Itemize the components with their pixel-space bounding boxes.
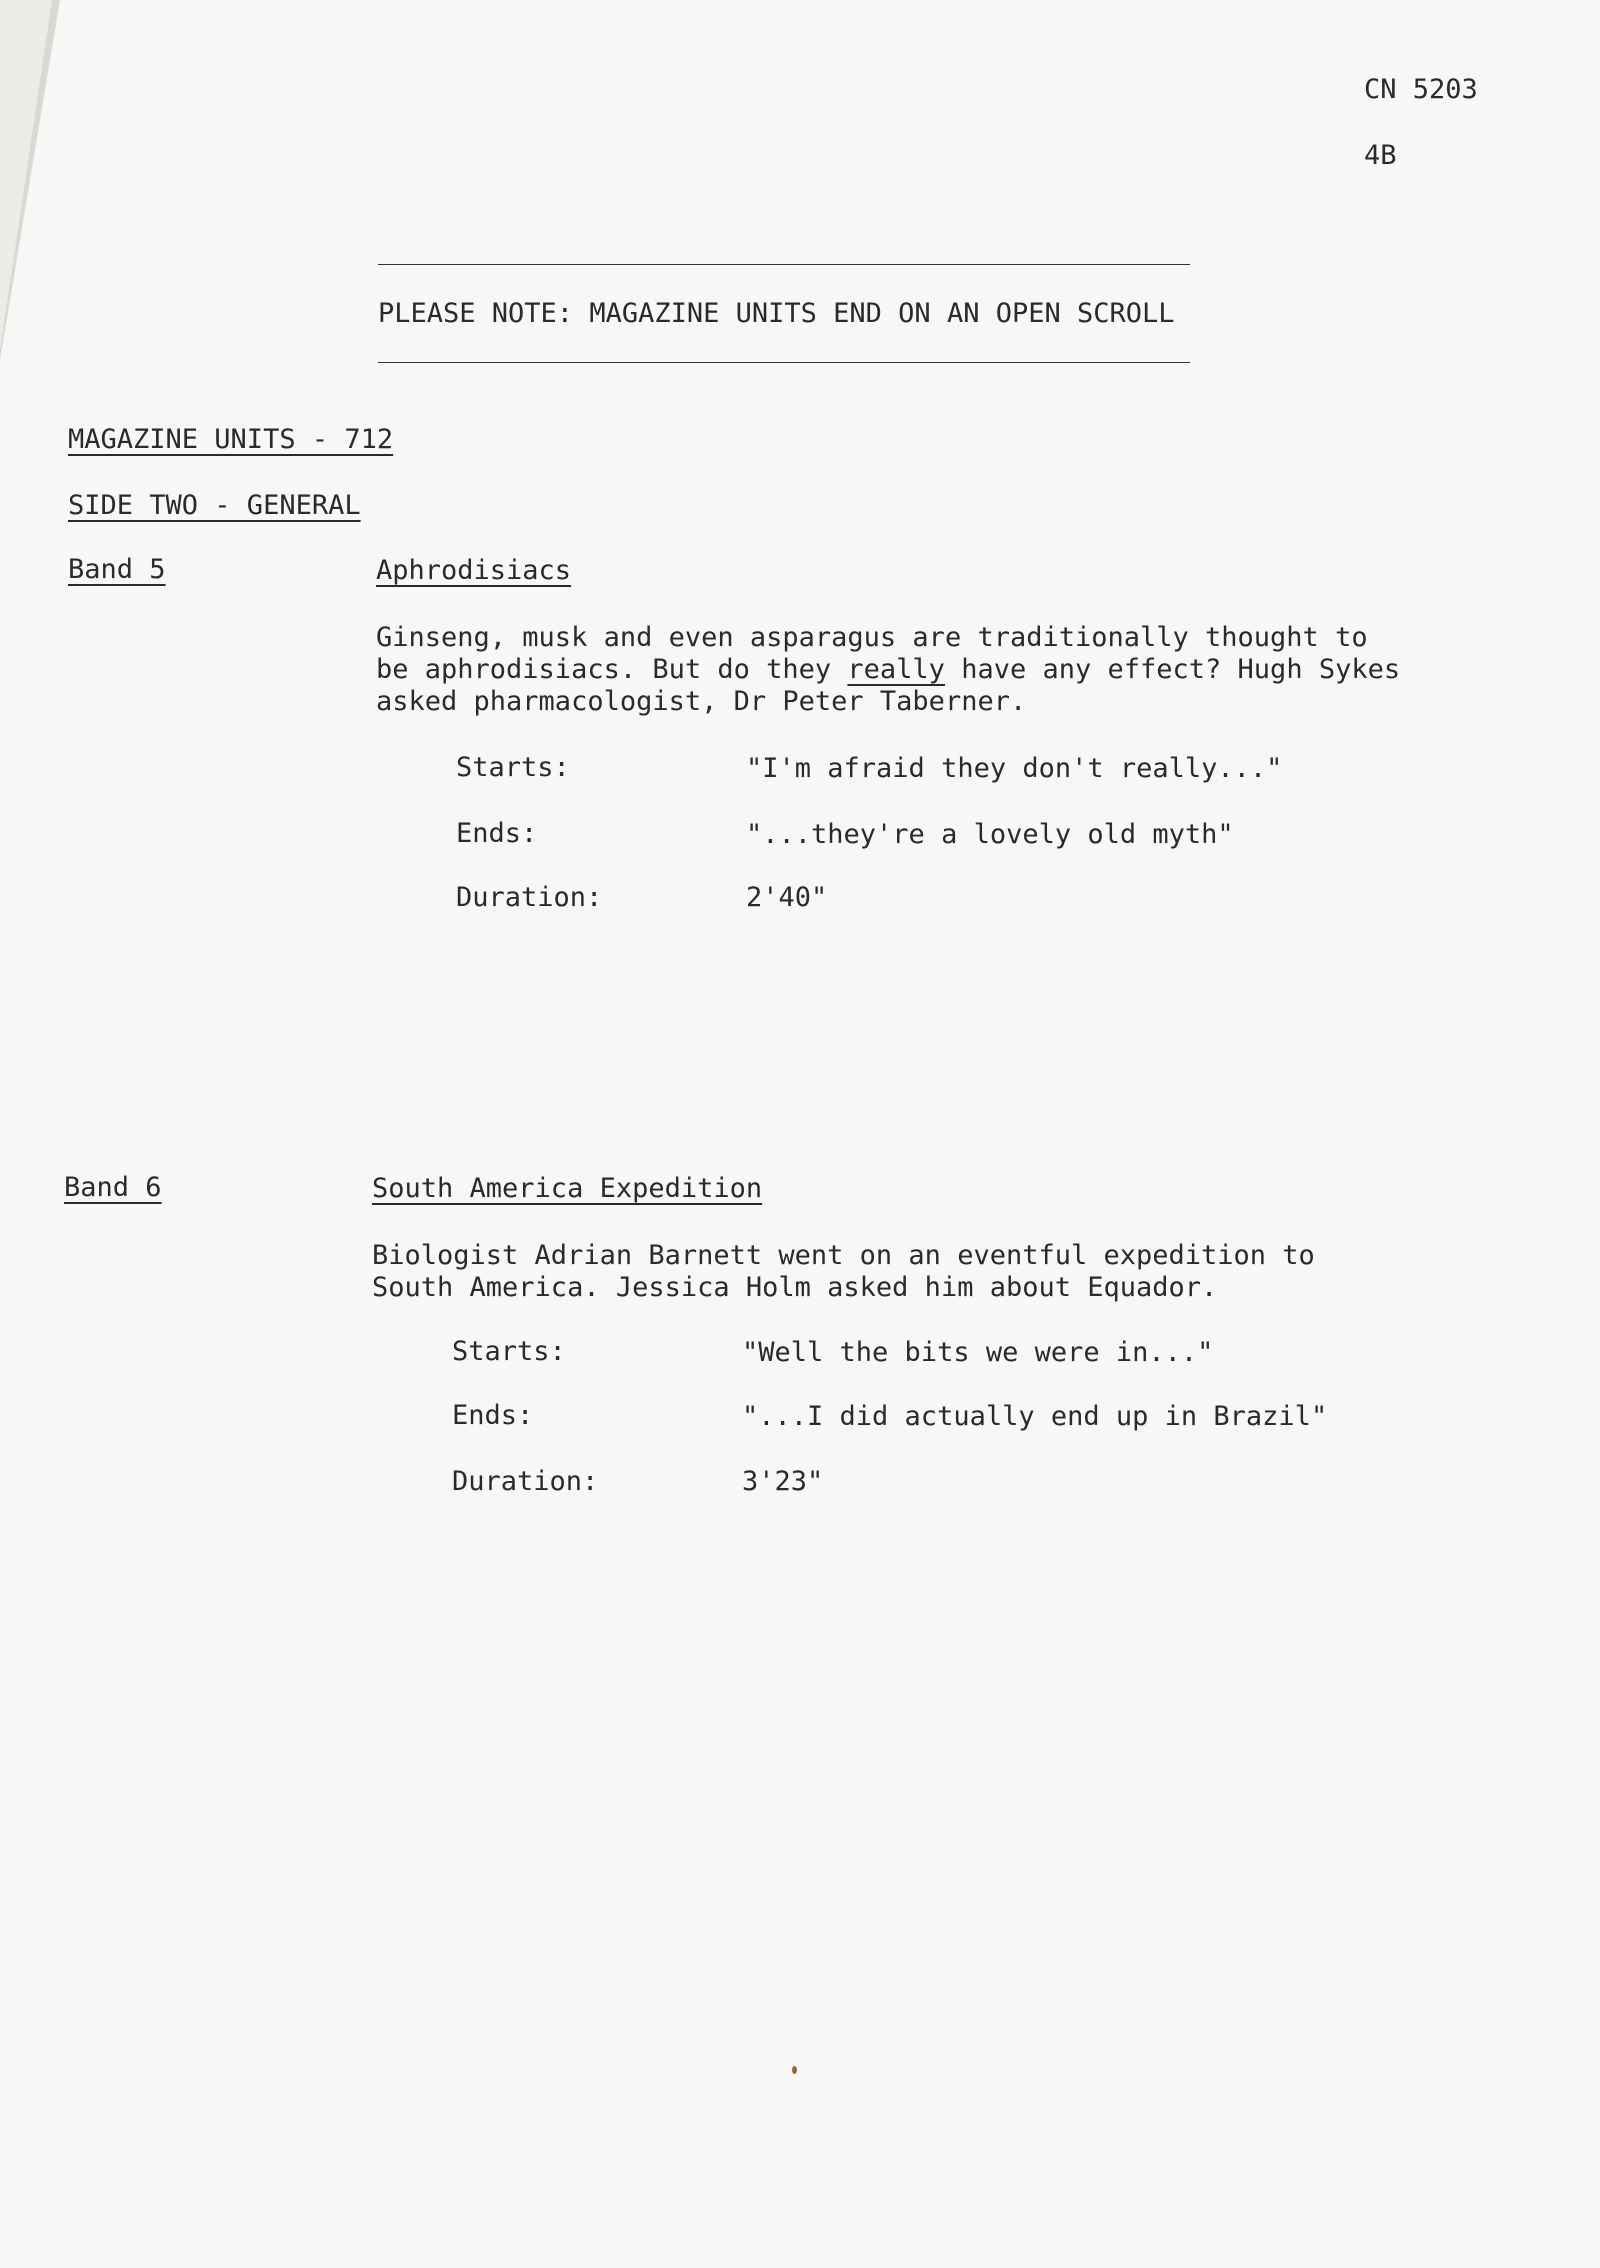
notice-bottom-rule (378, 362, 1190, 363)
band-6-desc-line-1: Biologist Adrian Barnett went on an eventful expedition to (372, 1240, 1315, 1271)
band-5-starts-label: Starts: (456, 752, 570, 783)
band-6-description (372, 1240, 1315, 1304)
band-6-ends-value: "...I did actually end up in Brazil" (742, 1401, 1328, 1432)
band-5-duration-value: 2'40" (746, 882, 828, 913)
band-6-desc-line-2: South America. Jessica Holm asked him about Equador. (372, 1272, 1218, 1303)
band-5-desc-line-2a: be aphrodisiacs. But do they (376, 654, 848, 685)
band-5-desc-line-3: asked pharmacologist, Dr Peter Taberner. (376, 686, 1027, 717)
paper-speck (792, 2066, 797, 2074)
notice-top-rule (378, 264, 1190, 265)
page-edge-fold (0, 0, 52, 350)
reference-code: CN 5203 (1364, 74, 1478, 105)
band-5-desc-line-2 (376, 654, 1400, 686)
band-5-desc-line-1: Ginseng, musk and even asparagus are traditionally thought to (376, 622, 1368, 653)
band-6-title: South America Expedition (372, 1173, 763, 1204)
band-5-duration-label: Duration: (456, 882, 603, 913)
band-6-starts-label: Starts: (452, 1336, 566, 1367)
band-6-duration-label: Duration: (452, 1466, 599, 1497)
band-5-starts-value: "I'm afraid they don't really..." (746, 753, 1283, 784)
band-5-description (376, 622, 1400, 718)
band-5-ends-label: Ends: (456, 818, 538, 849)
band-6-duration-value: 3'23" (742, 1466, 824, 1497)
section-title: MAGAZINE UNITS - 712 (68, 424, 394, 455)
band-5-title: Aphrodisiacs (376, 555, 572, 586)
band-6-ends-label: Ends: (452, 1400, 534, 1431)
section-subtitle: SIDE TWO - GENERAL (68, 490, 361, 521)
notice-text: PLEASE NOTE: MAGAZINE UNITS END ON AN OPEN SCROLL (378, 298, 1175, 329)
band-6-starts-value: "Well the bits we were in..." (742, 1337, 1214, 1368)
band-5-ends-value: "...they're a lovely old myth" (746, 819, 1234, 850)
band-5-desc-emphasis: really (847, 654, 945, 685)
reference-subcode: 4B (1364, 140, 1397, 171)
band-5-label: Band 5 (68, 554, 166, 585)
band-6-label: Band 6 (64, 1172, 162, 1203)
band-5-desc-line-2b: have any effect? Hugh Sykes (944, 654, 1401, 685)
